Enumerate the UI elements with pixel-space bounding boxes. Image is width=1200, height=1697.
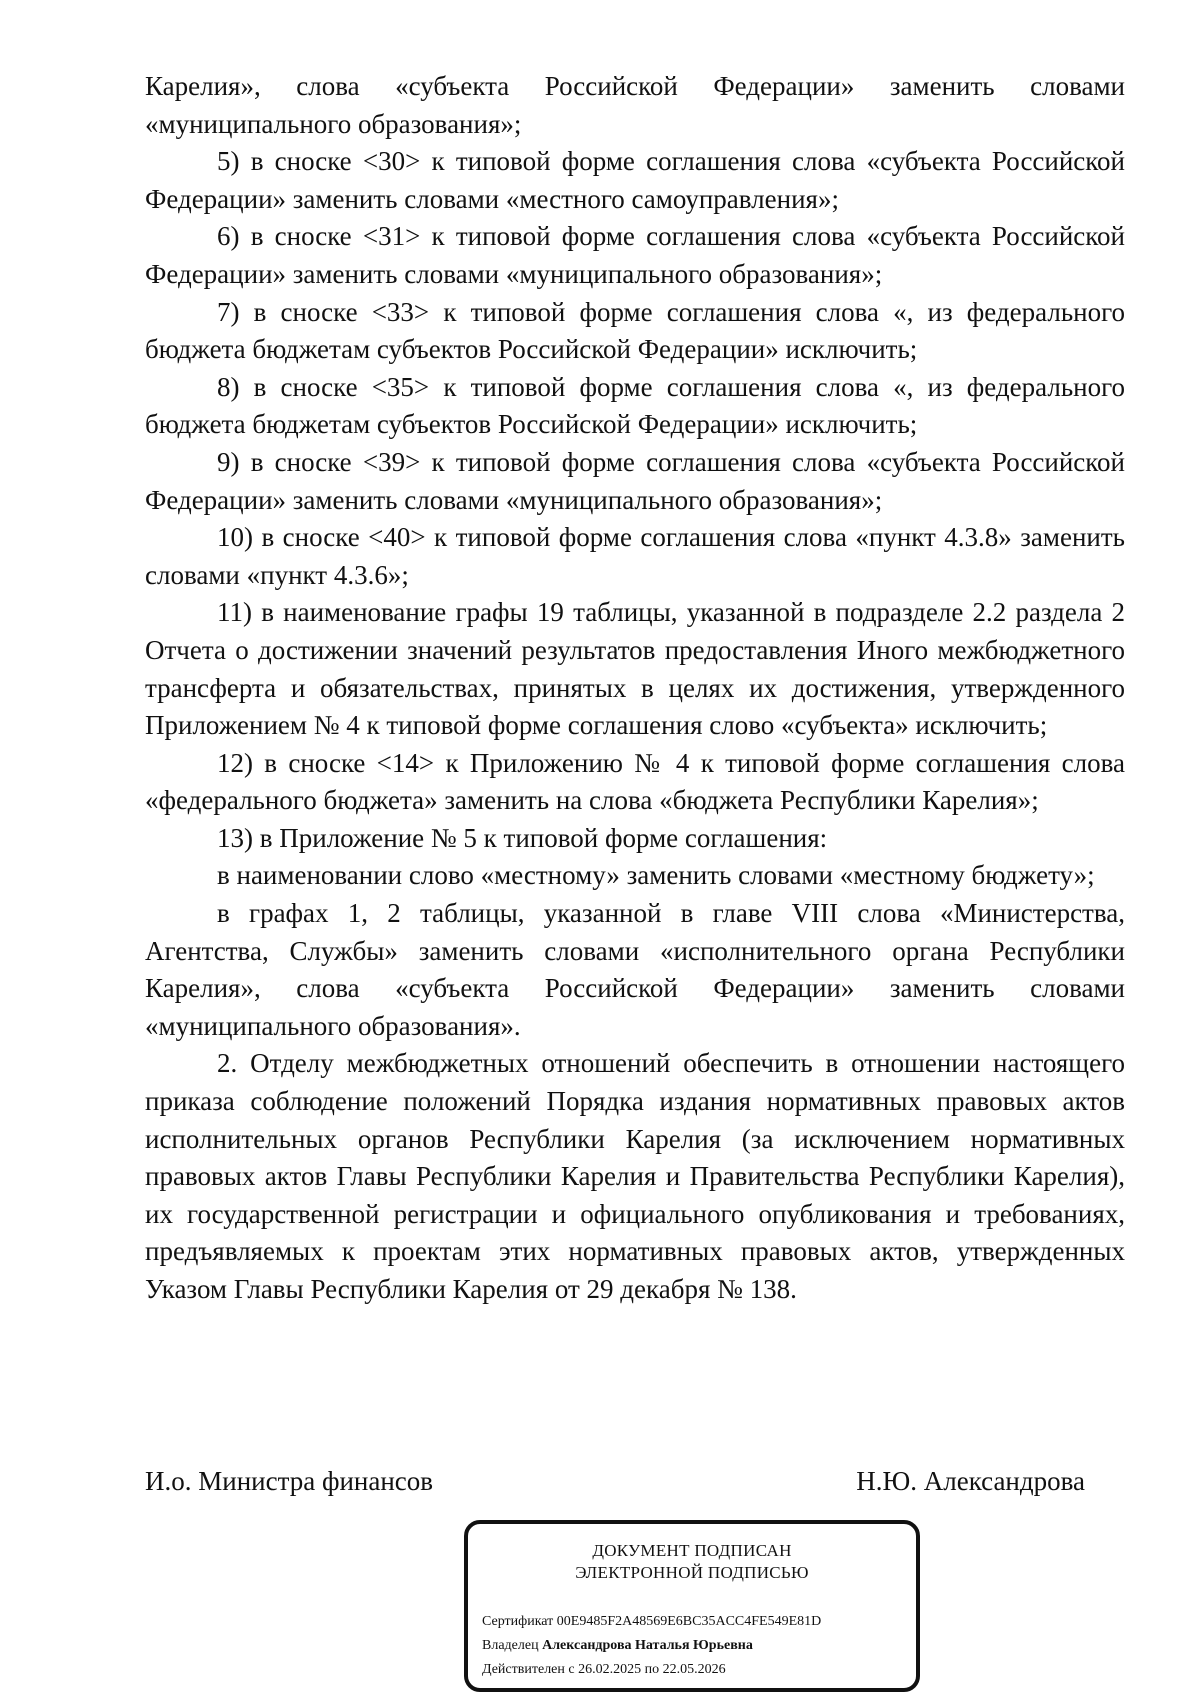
paragraph-section-2: 2. Отделу межбюджетных отношений обеспечить в отношении настоящего приказа соблюдение положений Порядка издания нормативных правовых актов исполнительных органов Республики Карелия (за исключением нормативных правовых актов Главы Республики Карелия и Правительства Республики Карелия), их государственной регистрации и официального опубликования и требованиях, предъявляемых к проектам этих нормативных правовых актов, утвержденных Указом Главы Республики Карелия от 29 декабря № 138. (145, 1048, 1125, 1304)
stamp-certificate-value: 00E9485F2A48569E6BC35ACC4FE549E81D (556, 1614, 822, 1629)
stamp-valid-label: Действителен (482, 1662, 565, 1677)
paragraph-item-11: 11) в наименование графы 19 таблицы, указанной в подразделе 2.2 раздела 2 Отчета о достижении значений результатов предоставления Иного межбюджетного трансферта и обязательствах, принятых в целях их достижения, утвержденного Приложением № 4 к типовой форме соглашения слово «субъекта» исключить; (145, 597, 1125, 741)
stamp-validity-row (482, 1658, 821, 1682)
stamp-valid-from-label: с (568, 1662, 575, 1677)
stamp-owner-value: Александрова Наталья Юрьевна (542, 1638, 753, 1653)
paragraph-item-5: 5) в сноске <30> к типовой форме соглашения слова «субъекта Российской Федерации» заменить словами «местного самоуправления»; (145, 146, 1125, 214)
paragraph-item-9: 9) в сноске <39> к типовой форме соглашения слова «субъекта Российской Федерации» заменить словами «муниципального образования»; (145, 446, 1125, 515)
signer-role: И.о. Министра финансов (145, 1466, 434, 1496)
paragraph-item-10: 10) в сноске <40> к типовой форме соглашения слова «пункт 4.3.8» заменить словами «пункт 4.3.6»; (145, 522, 1125, 590)
paragraph-item-13-b: в графах 1, 2 таблицы, указанной в главе VIII слова «Министерства, Агентства, Службы» заменить словами «исполнительного органа Республики Карелия», слова «субъекта Российской Федерации» заменить словами «муниципального образования». (145, 898, 1125, 1041)
paragraph-continuation: Карелия», слова «субъекта Российской Федерации» заменить словами «муниципального образования»; (145, 71, 1125, 139)
stamp-valid-to: 22.05.2026 (662, 1662, 726, 1677)
stamp-owner-label: Владелец (482, 1638, 539, 1653)
paragraph-item-7: 7) в сноске <33> к типовой форме соглашения слова «, из федерального бюджета бюджетам субъектов Российской Федерации» исключить; (145, 296, 1125, 365)
stamp-title-line-2: ЭЛЕКТРОННОЙ ПОДПИСЬЮ (575, 1563, 809, 1582)
stamp-title-line-1: ДОКУМЕНТ ПОДПИСАН (592, 1541, 792, 1560)
stamp-certificate-row (482, 1610, 821, 1634)
document-body (145, 68, 1125, 1309)
paragraph-item-13: 13) в Приложение № 5 к типовой форме соглашения: (217, 822, 828, 853)
paragraph-item-8: 8) в сноске <35> к типовой форме соглашения слова «, из федерального бюджета бюджетам субъектов Российской Федерации» исключить; (145, 371, 1125, 440)
electronic-signature-stamp (464, 1520, 920, 1692)
stamp-owner-row (482, 1634, 821, 1658)
stamp-details (482, 1610, 821, 1682)
paragraph-item-13-a: в наименовании слово «местному» заменить словами «местному бюджету»; (217, 860, 1095, 891)
stamp-valid-to-label: по (644, 1662, 660, 1677)
stamp-certificate-label: Сертификат (482, 1614, 554, 1629)
paragraph-item-12: 12) в сноске <14> к Приложению № 4 к типовой форме соглашения слова «федерального бюджета» заменить на слова «бюджета Республики Карелия»; (145, 747, 1125, 816)
paragraph-item-6: 6) в сноске <31> к типовой форме соглашения слова «субъекта Российской Федерации» заменить словами «муниципального образования»; (145, 221, 1125, 289)
stamp-valid-from: 26.02.2025 (578, 1662, 642, 1677)
stamp-title (468, 1540, 916, 1584)
signer-name: Н.Ю. Александрова (856, 1466, 1085, 1496)
